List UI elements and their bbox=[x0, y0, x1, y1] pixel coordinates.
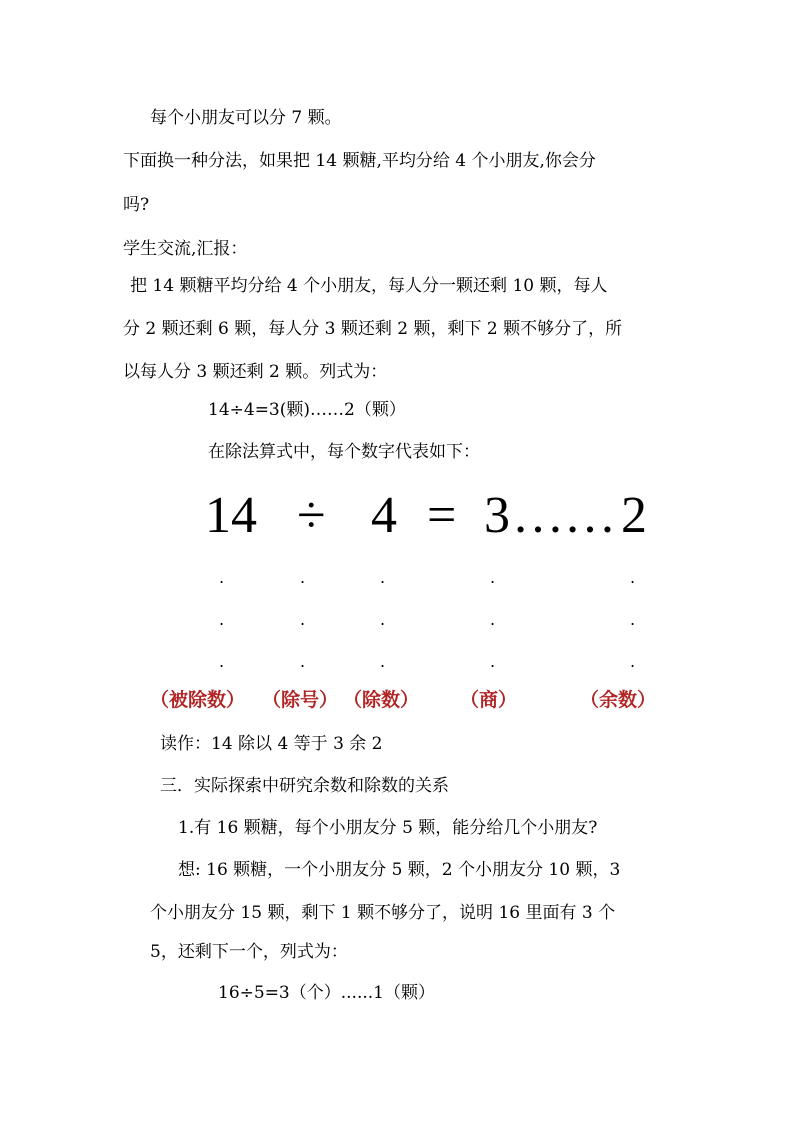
dot-marker: . bbox=[630, 568, 636, 587]
label-divisor: （除数） bbox=[343, 689, 420, 711]
text-line-6: 分 2 颗还剩 6 颗，每人分 3 颗还剩 2 颗，剩下 2 颗不够分了，所 bbox=[123, 319, 623, 339]
formula-dividend: 14 bbox=[205, 487, 257, 544]
formula-divisor: 4 bbox=[371, 487, 397, 544]
text-line-1: 每个小朋友可以分 7 颗。 bbox=[150, 108, 342, 128]
text-line-9: 在除法算式中，每个数字代表如下： bbox=[208, 442, 480, 462]
dot-marker: . bbox=[219, 610, 225, 629]
dot-marker: . bbox=[300, 652, 306, 671]
dot-marker: . bbox=[219, 652, 225, 671]
formula-remainder: 2 bbox=[621, 487, 647, 544]
problem-line: 1.有 16 颗糖，每个小朋友分 5 颗，能分给几个小朋友? bbox=[178, 818, 598, 838]
dot-marker: . bbox=[490, 568, 496, 587]
reading-line: 读作：14 除以 4 等于 3 余 2 bbox=[160, 734, 383, 754]
think-line-2: 个小朋友分 15 颗，剩下 1 颗不够分了，说明 16 里面有 3 个 bbox=[150, 903, 616, 923]
dot-marker: . bbox=[380, 652, 386, 671]
formula-quotient: 3 bbox=[484, 487, 510, 544]
section-heading: 三．实际探索中研究余数和除数的关系 bbox=[160, 776, 449, 796]
dot-marker: . bbox=[490, 610, 496, 629]
think-line-1: 想: 16 颗糖，一个小朋友分 5 颗，2 个小朋友分 10 颗，3 bbox=[178, 860, 621, 880]
dot-marker: . bbox=[300, 610, 306, 629]
text-line-7: 以每人分 3 颗还剩 2 颗。列式为： bbox=[123, 362, 388, 382]
equation-line: 14÷4=3(颗)……2（颗） bbox=[208, 400, 406, 420]
dot-marker: . bbox=[380, 610, 386, 629]
text-line-3: 吗? bbox=[123, 195, 150, 215]
dot-marker: . bbox=[630, 610, 636, 629]
dot-marker: . bbox=[300, 568, 306, 587]
dot-marker: . bbox=[219, 568, 225, 587]
equation-line-2: 16÷5=3（个）......1（颗） bbox=[218, 983, 435, 1003]
formula-division-sign: ÷ bbox=[297, 487, 326, 544]
label-dividend: （被除数） bbox=[150, 689, 246, 711]
formula-ellipsis: …… bbox=[512, 487, 616, 544]
text-line-2: 下面换一种分法，如果把 14 颗糖,平均分给 4 个小朋友,你会分 bbox=[123, 151, 596, 171]
label-quotient: （商） bbox=[460, 689, 518, 711]
dot-marker: . bbox=[490, 652, 496, 671]
text-line-5: 把 14 颗糖平均分给 4 个小朋友，每人分一颗还剩 10 颗，每人 bbox=[130, 276, 608, 296]
dot-marker: . bbox=[380, 568, 386, 587]
dot-marker: . bbox=[630, 652, 636, 671]
label-remainder: （余数） bbox=[580, 689, 657, 711]
think-line-3: 5，还剩下一个，列式为： bbox=[150, 942, 348, 962]
text-line-4: 学生交流,汇报： bbox=[123, 239, 248, 259]
label-division-sign: （除号） bbox=[262, 689, 339, 711]
formula-equals: = bbox=[427, 487, 457, 544]
